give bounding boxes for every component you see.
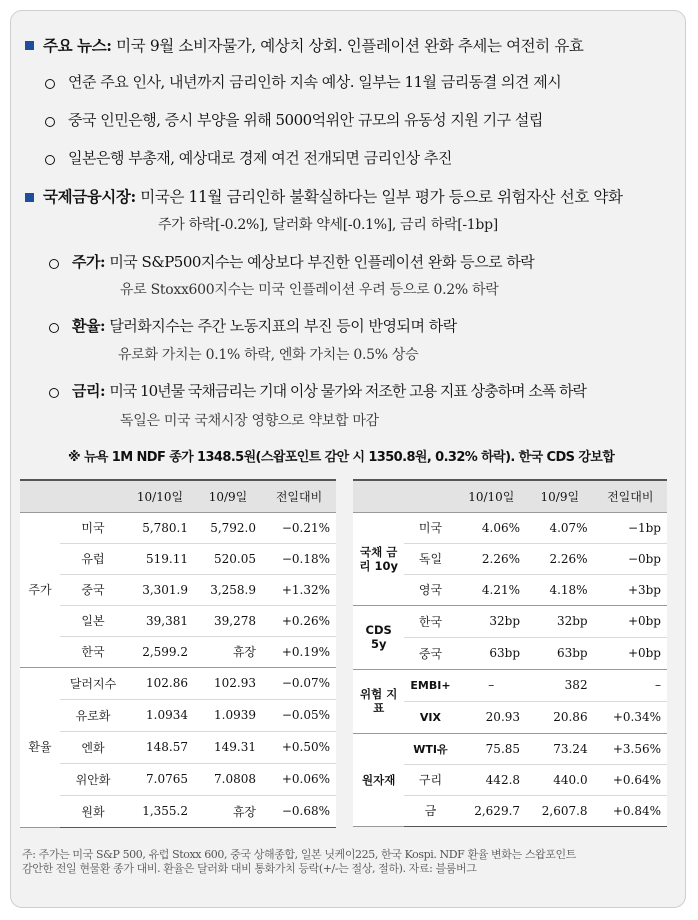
header-change: 전일대비 — [262, 480, 336, 512]
value-current: 1,355.2 — [126, 795, 194, 827]
fx-detail: 유로화 가치는 0.1% 하락, 엔화 가치는 0.5% 상승 — [118, 347, 419, 363]
row-label: 중국 — [60, 574, 126, 605]
row-group-label: 환율 — [20, 667, 60, 827]
value-current: 148.57 — [126, 731, 194, 763]
row-label: WTI유 — [404, 733, 456, 764]
rate-main: 미국 10년물 국채금리는 기대 이상 물가와 저조한 고용 지표 상충하며 소폭 하락 — [109, 382, 587, 400]
value-change: +0.64% — [594, 764, 667, 795]
news-item: 중국 인민은행, 증시 부양을 위해 5000억위안 규모의 유동성 지원 기구 설립 — [68, 111, 543, 129]
row-group-label: 원자재 — [353, 733, 404, 826]
news-item: 일본은행 부총재, 예상대로 경제 여건 전개되면 금리인상 추진 — [68, 149, 452, 167]
row-label: 위안화 — [60, 763, 126, 795]
value-current: 32bp — [457, 605, 526, 637]
ndf-note: ※ 뉴욕 1M NDF 종가 1348.5원(스왑포인트 감안 시 1350.8원, 0.32% 하락). 한국 CDS 강보합 — [68, 450, 615, 465]
news-section — [43, 34, 583, 56]
value-previous: 4.18% — [526, 574, 594, 605]
header-change: 전일대비 — [594, 480, 667, 512]
value-change: −0.05% — [262, 699, 336, 731]
value-change: +1.32% — [262, 574, 336, 605]
table-row — [353, 733, 667, 764]
table-header-row — [353, 480, 667, 512]
table-row — [353, 605, 667, 637]
value-current: 519.11 — [126, 543, 194, 574]
value-current: 4.06% — [457, 512, 526, 543]
stock-fx-table-body — [20, 480, 336, 827]
row-label: VIX — [404, 701, 456, 733]
table-row — [20, 543, 336, 574]
value-change: +0bp — [594, 605, 667, 637]
value-previous: 32bp — [526, 605, 594, 637]
value-previous: 휴장 — [194, 636, 262, 667]
row-label: 영국 — [404, 574, 456, 605]
header-date-2: 10/9일 — [526, 480, 594, 512]
row-label: 중국 — [404, 637, 456, 669]
value-previous: 2.26% — [526, 543, 594, 574]
value-current: 1.0934 — [126, 699, 194, 731]
value-change: +0.84% — [594, 795, 667, 826]
table-row — [20, 512, 336, 543]
row-label: 독일 — [404, 543, 456, 574]
row-label: 유럽 — [60, 543, 126, 574]
row-label: 한국 — [60, 636, 126, 667]
circle-bullet-icon — [45, 155, 55, 165]
value-previous: 2,607.8 — [526, 795, 594, 826]
stock-fx-table — [20, 479, 336, 828]
value-change: −0.07% — [262, 667, 336, 699]
intl-section — [43, 185, 623, 207]
header-blank — [353, 480, 404, 512]
header-blank — [60, 480, 126, 512]
value-current: 7.0765 — [126, 763, 194, 795]
value-current: 2,629.7 — [457, 795, 526, 826]
row-group-label: 국채 금리 10y — [353, 512, 404, 605]
value-current: – — [457, 669, 526, 701]
table-row — [20, 763, 336, 795]
value-current: 20.93 — [457, 701, 526, 733]
rates-commodities-table-body — [353, 480, 667, 826]
table-row — [20, 574, 336, 605]
table-row — [20, 636, 336, 667]
row-group-label: 주가 — [20, 512, 60, 667]
row-label: 구리 — [404, 764, 456, 795]
row-label: 미국 — [404, 512, 456, 543]
value-change: +0.06% — [262, 763, 336, 795]
fx-item — [72, 315, 457, 336]
value-current: 442.8 — [457, 764, 526, 795]
value-previous: 63bp — [526, 637, 594, 669]
table-row — [20, 667, 336, 699]
square-bullet-icon — [25, 193, 34, 202]
table-row — [20, 699, 336, 731]
value-change: +0.34% — [594, 701, 667, 733]
value-previous: 102.93 — [194, 667, 262, 699]
value-current: 2.26% — [457, 543, 526, 574]
value-previous: 440.0 — [526, 764, 594, 795]
rates-commodities-table — [353, 479, 667, 827]
value-previous: 휴장 — [194, 795, 262, 827]
value-change: −0.18% — [262, 543, 336, 574]
circle-bullet-icon — [45, 117, 55, 127]
row-label: 일본 — [60, 605, 126, 636]
square-bullet-icon — [25, 41, 34, 50]
value-change: −0bp — [594, 543, 667, 574]
circle-bullet-icon — [49, 259, 59, 269]
header-blank — [20, 480, 60, 512]
news-label: 주요 뉴스: — [43, 36, 112, 55]
value-change: – — [594, 669, 667, 701]
value-change: +3bp — [594, 574, 667, 605]
news-item: 연준 주요 인사, 내년까지 금리인하 지속 예상. 일부는 11월 금리동결 의견 제시 — [68, 73, 562, 91]
value-previous: 1.0939 — [194, 699, 262, 731]
footnote — [22, 848, 672, 876]
row-label: 원화 — [60, 795, 126, 827]
header-date-1: 10/10일 — [126, 480, 194, 512]
value-current: 75.85 — [457, 733, 526, 764]
row-label: EMBI+ — [404, 669, 456, 701]
stock-label: 주가: — [72, 253, 106, 271]
row-label: 유로화 — [60, 699, 126, 731]
table-header-row — [20, 480, 336, 512]
value-previous: 382 — [526, 669, 594, 701]
value-current: 63bp — [457, 637, 526, 669]
circle-bullet-icon — [45, 79, 55, 89]
value-change: +0.50% — [262, 731, 336, 763]
row-label: 한국 — [404, 605, 456, 637]
value-previous: 73.24 — [526, 733, 594, 764]
value-previous: 5,792.0 — [194, 512, 262, 543]
value-previous: 520.05 — [194, 543, 262, 574]
stock-main: 미국 S&P500지수는 예상보다 부진한 인플레이션 완화 등으로 하락 — [109, 253, 535, 271]
value-change: −1bp — [594, 512, 667, 543]
value-change: +0bp — [594, 637, 667, 669]
value-previous: 20.86 — [526, 701, 594, 733]
value-previous: 4.07% — [526, 512, 594, 543]
value-current: 2,599.2 — [126, 636, 194, 667]
value-previous: 3,258.9 — [194, 574, 262, 605]
header-blank — [404, 480, 456, 512]
value-current: 102.86 — [126, 667, 194, 699]
fx-main: 달러화지수는 주간 노동지표의 부진 등이 반영되며 하락 — [109, 317, 457, 335]
table-row — [353, 512, 667, 543]
row-label: 엔화 — [60, 731, 126, 763]
value-previous: 7.0808 — [194, 763, 262, 795]
row-group-label: CDS 5y — [353, 605, 404, 669]
table-row — [20, 795, 336, 827]
value-current: 5,780.1 — [126, 512, 194, 543]
table-row — [353, 669, 667, 701]
value-previous: 149.31 — [194, 731, 262, 763]
table-row — [20, 731, 336, 763]
news-headline: 미국 9월 소비자물가, 예상치 상회. 인플레이션 완화 추세는 여전히 유효 — [116, 37, 584, 55]
footnote-line: 감안한 전일 현물환 종가 대비. 환율은 달러화 대비 통화가치 등락(+/-는 절상, 절하). 자료: 블룸버그 — [22, 862, 477, 875]
value-change: −0.68% — [262, 795, 336, 827]
circle-bullet-icon — [49, 323, 59, 333]
intl-headline: 미국은 11월 금리인하 불확실하다는 일부 평가 등으로 위험자산 선호 약화 — [140, 188, 623, 206]
intl-label: 국제금융시장: — [43, 187, 136, 206]
circle-bullet-icon — [49, 388, 59, 398]
row-group-label: 위험 지표 — [353, 669, 404, 733]
row-label: 금 — [404, 795, 456, 826]
header-date-1: 10/10일 — [457, 480, 526, 512]
row-label: 미국 — [60, 512, 126, 543]
rate-label: 금리: — [72, 382, 106, 400]
row-label: 달러지수 — [60, 667, 126, 699]
rate-item — [72, 380, 586, 401]
intl-summary: 주가 하락[-0.2%], 달러화 약세[-0.1%], 금리 하락[-1bp] — [158, 217, 498, 233]
value-current: 39,381 — [126, 605, 194, 636]
value-change: +0.26% — [262, 605, 336, 636]
value-current: 4.21% — [457, 574, 526, 605]
footnote-line: 주: 주가는 미국 S&P 500, 유럽 Stoxx 600, 중국 상해종합, 일본 닛케이225, 한국 Kospi. NDF 환율 변화는 스왑포인트 — [22, 848, 576, 861]
value-change: −0.21% — [262, 512, 336, 543]
fx-label: 환율: — [72, 317, 106, 335]
rate-detail: 독일은 미국 국채시장 영향으로 약보합 마감 — [120, 413, 379, 429]
stock-detail: 유로 Stoxx600지수는 미국 인플레이션 우려 등으로 0.2% 하락 — [120, 282, 499, 298]
value-change: +0.19% — [262, 636, 336, 667]
value-change: +3.56% — [594, 733, 667, 764]
header-date-2: 10/9일 — [194, 480, 262, 512]
stock-item — [72, 251, 534, 272]
table-row — [20, 605, 336, 636]
value-current: 3,301.9 — [126, 574, 194, 605]
value-previous: 39,278 — [194, 605, 262, 636]
